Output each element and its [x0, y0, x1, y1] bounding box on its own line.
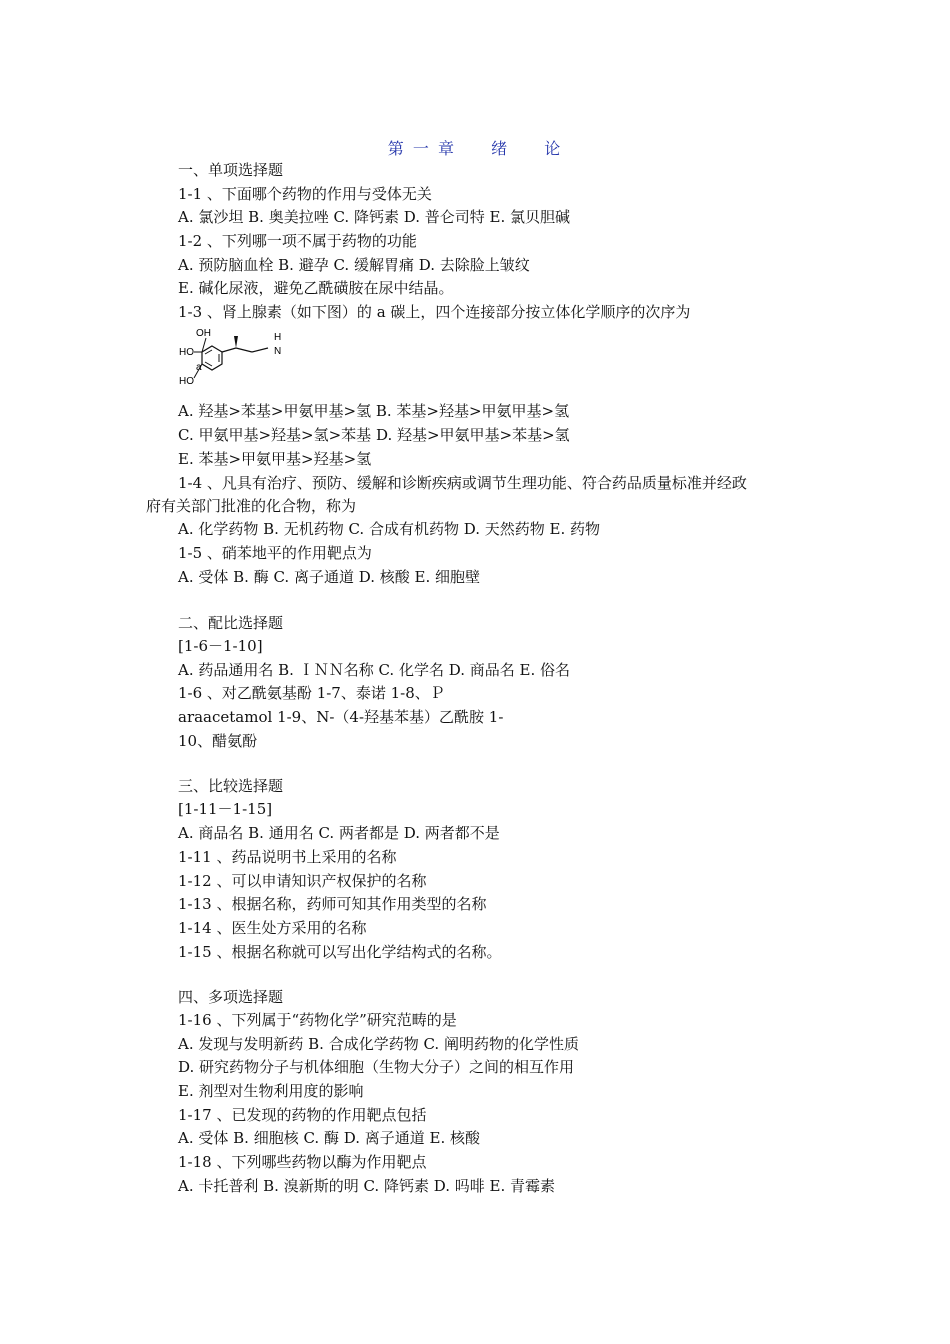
- text-line: 三、比较选择题: [178, 777, 284, 795]
- text-line: 1-16 、下列属于“药物化学”研究范畴的是: [178, 1011, 457, 1029]
- text-line: A. 发现与发明新药 B. 合成化学药物 C. 阐明药物的化学性质: [178, 1035, 579, 1053]
- text-line: 1-12 、可以申请知识产权保护的名称: [178, 872, 427, 890]
- epinephrine-structure-diagram: [176, 326, 296, 390]
- text-line: A. 受体 B. 细胞核 C. 酶 D. 离子通道 E. 核酸: [178, 1129, 480, 1147]
- h-label: H: [274, 332, 282, 343]
- chapter-title-part2: 绪: [491, 139, 510, 158]
- text-line: [1-11－1-15]: [178, 800, 273, 818]
- side-chain-bond: [222, 348, 236, 352]
- text-line: 1-2 、下列哪一项不属于药物的功能: [178, 232, 417, 250]
- text-line: 1-17 、已发现的药物的作用靶点包括: [178, 1106, 427, 1124]
- alpha-carbon-label: a: [196, 362, 202, 373]
- ho-label: HO: [179, 376, 194, 387]
- oh-label: OH: [196, 328, 211, 339]
- text-line: 1-4 、凡具有治疗、预防、缓解和诊断疾病或调节生理功能、符合药品质量标准并经政: [178, 474, 747, 492]
- side-chain-bond: [236, 348, 252, 352]
- text-line: 10、醋氨酚: [178, 732, 258, 750]
- ho-label: HO: [179, 347, 194, 358]
- n-label: N: [274, 346, 282, 357]
- chapter-title-part1: 第 一 章: [387, 139, 456, 158]
- text-line: 四、多项选择题: [178, 988, 284, 1006]
- text-line: 1-1 、下面哪个药物的作用与受体无关: [178, 185, 432, 203]
- text-line: 一、单项选择题: [178, 161, 284, 179]
- text-line: 1-14 、医生处方采用的名称: [178, 919, 367, 937]
- text-line: 府有关部门批准的化合物，称为: [146, 497, 357, 515]
- inner-bond: [205, 350, 212, 354]
- text-line: E. 苯基>甲氨甲基>羟基>氢: [178, 450, 372, 468]
- text-line: A. 羟基>苯基>甲氨甲基>氢 B. 苯基>羟基>甲氨甲基>氢: [178, 402, 570, 420]
- chapter-title-part3: 论: [544, 139, 563, 158]
- text-line: 1-13 、根据名称，药师可知其作用类型的名称: [178, 895, 487, 913]
- text-line: A. 药品通用名 B. ＩＮＮ名称 C. 化学名 D. 商品名 E. 俗名: [178, 661, 570, 679]
- text-line: A. 化学药物 B. 无机药物 C. 合成有机药物 D. 天然药物 E. 药物: [178, 520, 600, 538]
- chapter-title: [0, 136, 950, 159]
- text-line: 1-6 、对乙酰氨基酚 1-7、泰诺 1-8、Ｐ: [178, 684, 445, 702]
- text-line: 1-15 、根据名称就可以写出化学结构式的名称。: [178, 943, 502, 961]
- text-line: C. 甲氨甲基>羟基>氢>苯基 D. 羟基>甲氨甲基>苯基>氢: [178, 426, 570, 444]
- text-line: araacetamol 1-9、N-（4-羟基苯基）乙酰胺 1-: [178, 708, 504, 726]
- side-chain-bond: [252, 348, 268, 352]
- text-line: 1-3 、肾上腺素（如下图）的 a 碳上，四个连接部分按立体化学顺序的次序为: [178, 303, 691, 321]
- text-line: A. 商品名 B. 通用名 C. 两者都是 D. 两者都不是: [178, 824, 500, 842]
- text-line: [1-6－1-10]: [178, 637, 263, 655]
- text-line: E. 剂型对生物利用度的影响: [178, 1082, 364, 1100]
- text-line: 1-5 、硝苯地平的作用靶点为: [178, 544, 372, 562]
- text-line: 二、配比选择题: [178, 614, 284, 632]
- text-line: A. 受体 B. 酶 C. 离子通道 D. 核酸 E. 细胞壁: [178, 568, 480, 586]
- text-line: A. 卡托普利 B. 溴新斯的明 C. 降钙素 D. 吗啡 E. 青霉素: [178, 1177, 555, 1195]
- text-line: D. 研究药物分子与机体细胞（生物大分子）之间的相互作用: [178, 1058, 575, 1076]
- text-line: 1-18 、下列哪些药物以酶为作用靶点: [178, 1153, 427, 1171]
- text-line: 1-11 、药品说明书上采用的名称: [178, 848, 397, 866]
- text-line: A. 预防脑血栓 B. 避孕 C. 缓解胃痛 D. 去除脸上皱纹: [178, 256, 530, 274]
- text-line: E. 碱化尿液，避免乙酰磺胺在尿中结晶。: [178, 279, 454, 297]
- inner-bond: [205, 362, 212, 366]
- text-line: A. 氯沙坦 B. 奥美拉唑 C. 降钙素 D. 普仑司特 E. 氯贝胆碱: [178, 208, 570, 226]
- wedge-bond: [234, 336, 238, 348]
